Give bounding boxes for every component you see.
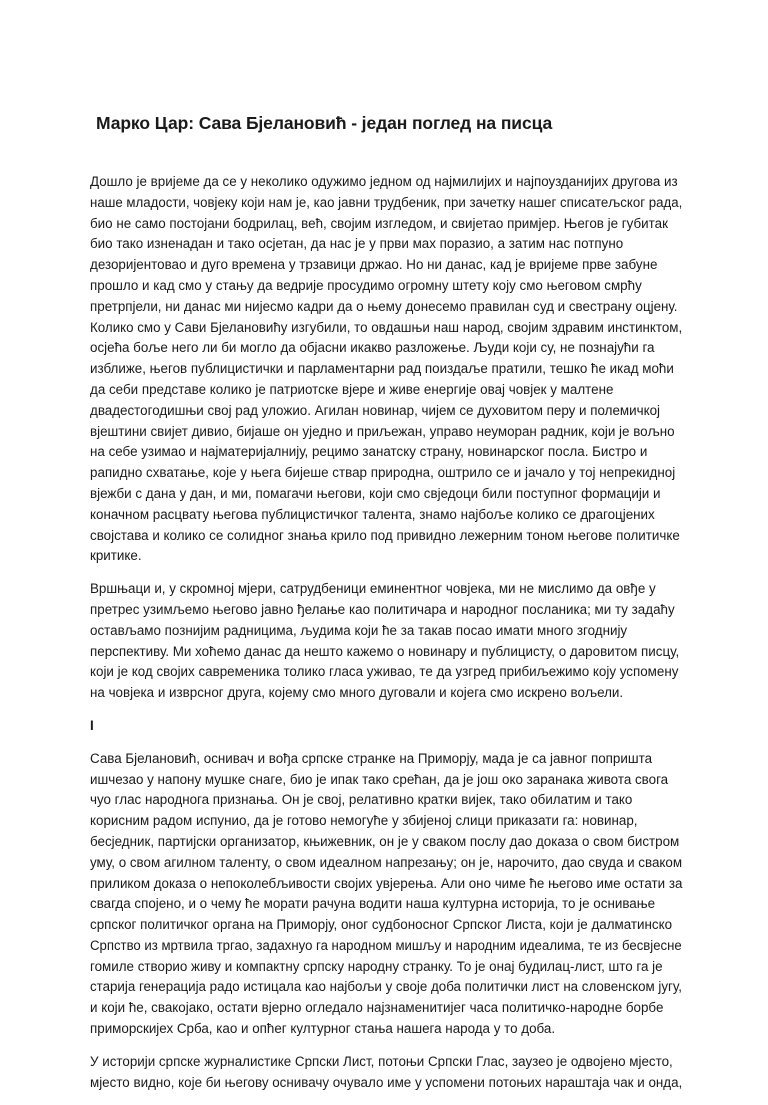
text-line: осјећа боље него ли би могло да објасни икакво разложење. Људи који су, не познајући га xyxy=(90,340,655,356)
text-line: Колико смо у Сави Бјелановићу изгубили, то овдашњи наш народ, својим здравим инстинктом, xyxy=(90,319,683,335)
text-line: бесједник, партијски организатор, књижевник, он је у сваком послу дао доказа о свом бистром xyxy=(90,833,680,849)
text-line: на себе узимао и најматеријалнију, рецимо занатску страну, новинарског посла. Бистро и xyxy=(90,444,648,460)
text-line: Вршњаци и, у скромној мјери, сатрудбеници еминентног човјека, ми не мислимо да овђе у xyxy=(90,581,656,597)
text-line: корисним радом испунио, да је готово немогуће у збијеној слици приказати га: новинар, xyxy=(90,813,638,829)
text-line: Сава Бјелановић, оснивач и вођа српске странке на Приморју, мада је са јавног попришта xyxy=(90,750,653,766)
text-line: перспективу. Ми хоћемо данас да нешто кажемо о новинару и публицисту, о даровитом писцу, xyxy=(90,643,680,659)
text-line: Српство из мртвила тргао, задахнуо га народном мишљу и народним идеалима, те из бесвјесне xyxy=(90,937,682,953)
body-paragraph xyxy=(90,579,682,704)
text-line: гомиле створио живу и компактну српску народну странку. То је онај будилац-лист, што га је xyxy=(90,958,663,974)
body-paragraph xyxy=(90,749,682,1040)
text-line: остављамо познијим радницима, људима који ће за такав посао имати много згоднију xyxy=(90,622,628,638)
text-line: изближе, његов публицистички и парламентарни рад поиздаље пратили, тешко ће икад моћи xyxy=(90,361,674,377)
text-line: У историји српске журналистике Српски Лист, потоњи Српски Глас, заузео је одвојено мјесто, xyxy=(90,1053,673,1069)
text-line: дезоријентовао и дуго времена у трзавици држао. Но ни данас, кад је вријеме прве забуне xyxy=(90,257,658,273)
text-line: мјесто видно, које би његову оснивачу очувало име у успомени потоњих нараштаја чак и онда, xyxy=(90,1074,683,1090)
text-line: био тако изненадан и тако осјетан, да нас је у први мах поразио, а затим нас потпуно xyxy=(90,236,624,252)
text-line: критике. xyxy=(90,548,142,564)
text-line: српског политичког органа на Приморју, оног судбоносног Српског Листа, који је далматинско xyxy=(90,917,673,933)
body-paragraph xyxy=(90,1052,682,1094)
text-line: чуо глас народнога признања. Он је свој, релативно кратки вијек, тако обилатим и тако xyxy=(90,792,633,808)
text-line: и који ће, свакојако, остати вјерно огледало најзнаменитијег часа политичко-народне борбе xyxy=(90,1000,664,1016)
text-line: својстава и колико се солидног знања крило под привидно лежерним тоном његове политичке xyxy=(90,527,680,543)
text-line: коначном расцвату његова публицистичког талента, знамо најбоље колико се драгоцјених xyxy=(90,506,655,522)
text-line: старија генерација радо истицала као најбољи у своје доба политички лист на словенском југу, xyxy=(90,979,682,995)
text-line: био не само постојани бодрилац, већ, својим изгледом, и свијетао примјер. Његов је губитак xyxy=(90,215,668,231)
text-line: двадестогодишњи свој рад уложио. Агилан новинар, чијем се духовитом перу и полемичкој xyxy=(90,402,661,418)
text-line: претрес узимљемо његово јавно ђелање као политичара и народног посланика; ми ту задаћу xyxy=(90,601,675,617)
text-line: на човјека и изврсног друга, којему смо много дуговали и којега смо искрено вољели. xyxy=(90,685,624,701)
section-marker: I xyxy=(90,717,94,733)
document-body xyxy=(90,172,682,1105)
text-line: рапидно схватање, које у њега бијеше ствар природна, оштрило се и јачало у тој непрекидној xyxy=(90,465,676,481)
text-line: да себи представе колико је патриотске вјере и живе енергије овај човјек у малтене xyxy=(90,381,614,397)
text-line: приморскијех Срба, као и опћег културног стања нашега народа у то доба. xyxy=(90,1021,556,1037)
body-paragraph xyxy=(90,172,682,567)
text-line: свагда спојено, и о чему ће морати рачуна водити наша културна историја, то је оснивање xyxy=(90,896,656,912)
text-line: Дошло је вријеме да се у неколико одужимо једном од најмилијих и најпоузданијих другова из xyxy=(90,174,678,189)
text-line: наше младости, човјеку који нам је, као јавни трудбеник, при зачетку нашег списатељског рада, xyxy=(90,194,683,210)
text-line: прошло и кад смо у стању да ведрије просудимо огромну штету коју смо његовом смрћу xyxy=(90,277,642,293)
text-line: претрпјели, ни данас ми нијесмо кадри да о њему донесемо правилан суд и свестрану оцјену. xyxy=(90,298,678,314)
text-line: уму, о свом агилном таленту, о свом идеалном напрезању; он је, нарочито, дао свуда и сваком xyxy=(90,854,683,870)
text-line: вјежби с дана у дан, и ми, помагачи његови, који смо свједоци били поступног формацији и xyxy=(90,485,661,501)
text-line: који је код својих савременика толико гласа уживао, те да узгред прибиљежимо коју успомену xyxy=(90,664,679,680)
text-line: вјештини свијет дивио, бијаше он уједно и приљежан, управо неуморан радник, који је вољно xyxy=(90,423,675,439)
text-line: ишчезао у напону мушке снаге, био је ипак тако срећан, да је још око заранака живота свога xyxy=(90,771,669,787)
text-line: приликом доказа о непоколебљивости својих увјерења. Али оно чиме ће његово име остати за xyxy=(90,875,683,891)
document-title: Марко Цар: Сава Бјелановић - један поглед на писца xyxy=(96,113,553,133)
